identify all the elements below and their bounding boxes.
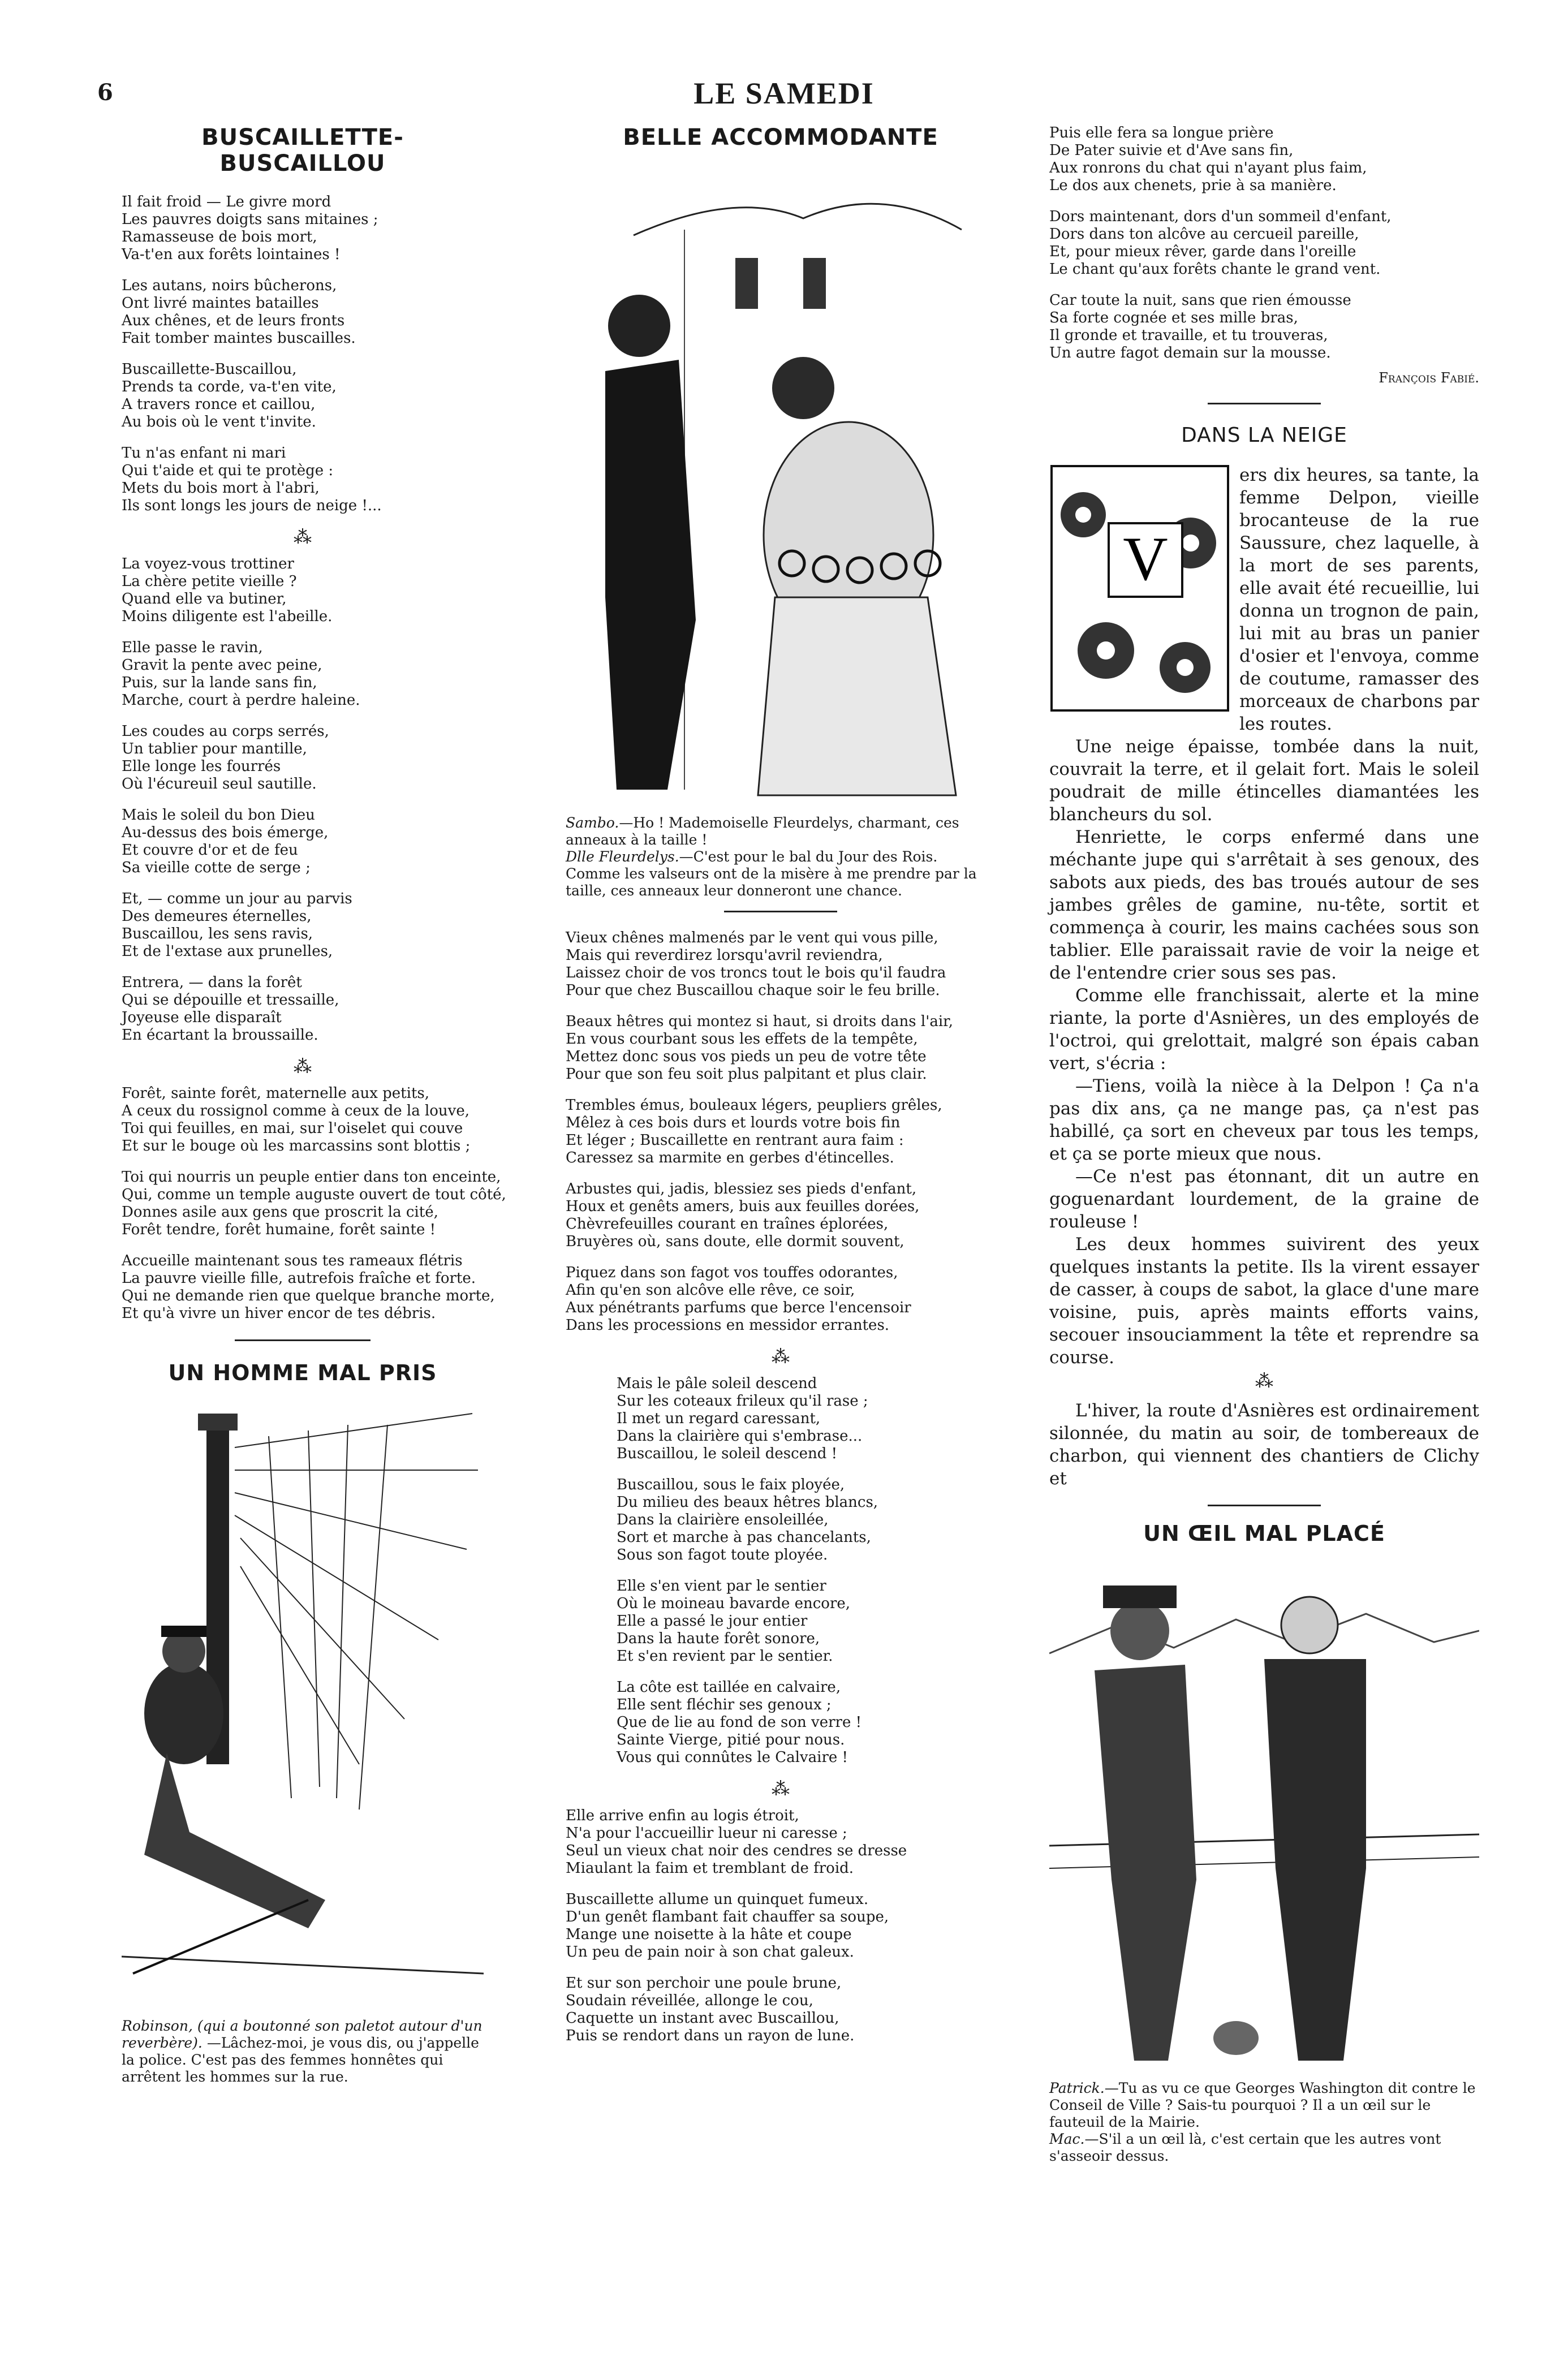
stanza — [122, 277, 484, 347]
page-header — [0, 76, 1568, 113]
poem-stanzas-b — [122, 555, 484, 1044]
verse-line: Elle arrive enfin au logis étroit, — [566, 1807, 799, 1824]
verse-line: Moins diligente est l'abeille. — [122, 608, 333, 625]
stanza — [122, 639, 484, 709]
stanza — [122, 1169, 506, 1239]
verse-line: A travers ronce et caillou, — [122, 396, 316, 413]
verse-line: La chère petite vieille ? — [122, 573, 297, 590]
verse-line: Pour que son feu soit plus palpitant et plus clair. — [566, 1066, 927, 1083]
column-middle — [566, 124, 996, 2058]
verse-line: Dans la haute forêt sonore, — [617, 1630, 820, 1647]
verse-line: Houx et genêts amers, buis aux feuilles dorées, — [566, 1198, 920, 1215]
stanza — [122, 890, 484, 960]
verse-line: Buscaillette allume un quinquet fumeux. — [566, 1891, 869, 1908]
verse-line: Arbustes qui, jadis, blessiez ses pieds d'enfant, — [566, 1180, 917, 1197]
stanza — [566, 1975, 996, 2045]
story-paragraph: —Tiens, voilà la nièce à la Delpon ! Ça n'a pas dix ans, ça ne mange pas, ça n'est pas habillé, ça sort en cheveux par tous les temps, et ça se porte mieux que nous. — [1049, 1076, 1479, 1164]
caption-text: —Tu as vu ce que Georges Washington dit contre le Conseil de Ville ? Sais-tu pourquoi ? Il a un œil sur le fauteuil de la Mairie. — [1049, 2080, 1476, 2130]
asterism: ⁂ — [1255, 1370, 1273, 1391]
divider — [1208, 403, 1321, 404]
poem-stanzas-end — [1049, 124, 1479, 362]
verse-line: Ramasseuse de bois mort, — [122, 229, 317, 245]
verse-line: Qui, comme un temple auguste ouvert de tout côté, — [122, 1186, 506, 1203]
verse-line: Où l'écureuil seul sautille. — [122, 775, 317, 792]
verse-line: Puis se rendort dans un rayon de lune. — [566, 2027, 855, 2044]
verse-line: Les autans, noirs bûcherons, — [122, 277, 337, 294]
verse-line: Laissez choir de vos troncs tout le bois qu'il faudra — [566, 964, 946, 981]
verse-line: Dans la clairière ensoleillée, — [617, 1511, 829, 1528]
verse-line: Qui ne demande rien que quelque branche morte, — [122, 1287, 495, 1304]
dropcap-letter: V — [1123, 524, 1168, 593]
stanza — [617, 1679, 996, 1767]
stanza — [122, 1252, 495, 1322]
verse-line: Aux pénétrants parfums que berce l'encensoir — [566, 1299, 911, 1316]
verse-line: Il met un regard caressant, — [617, 1410, 821, 1427]
verse-line: Fait tomber maintes buscailles. — [122, 330, 356, 347]
poem-stanzas-c — [122, 1085, 506, 1322]
verse-line: Et sur le bouge où les marcassins sont blottis ; — [122, 1138, 471, 1154]
verse-line: Afin qu'en son alcôve elle rêve, ce soir, — [566, 1282, 855, 1299]
verse-line: Le chant qu'aux forêts chante le grand vent. — [1049, 261, 1381, 278]
verse-line: Et couvre d'or et de feu — [122, 842, 298, 859]
verse-line: Forêt, sainte forêt, maternelle aux petits, — [122, 1085, 429, 1102]
verse-line: Mais le soleil du bon Dieu — [122, 807, 315, 824]
verse-line: Dors maintenant, dors d'un sommeil d'enfant, — [1049, 208, 1392, 225]
verse-line: Et s'en revient par le sentier. — [617, 1648, 833, 1665]
verse-line: Elle longe les fourrés — [122, 758, 281, 775]
dropcap-ornament — [1049, 464, 1230, 713]
verse-line: Joyeuse elle disparaît — [122, 1009, 282, 1026]
stanza — [566, 1097, 996, 1167]
verse-line: Au-dessus des bois émerge, — [122, 824, 329, 841]
verse-line: Vieux chênes malmenés par le vent qui vous pille, — [566, 929, 938, 946]
story-paragraph: Henriette, le corps enfermé dans une méchante jupe qui s'arrêtait à ses genoux, des sabots aux pieds, des bas troués autour de ses jambes grêles de gamine, nu-tête, sortit et commença à courir, les mains cachées sous son tablier. Elle paraissait ravie de voir la neige et de l'entendre crier sous ses pas. — [1049, 827, 1479, 983]
verse-line: Un peu de pain noir à son chat galeux. — [566, 1944, 854, 1961]
caption-text: —Ho ! Mademoiselle Fleurdelys, charmant, ces anneaux à la taille ! — [566, 815, 959, 848]
stanza — [122, 555, 484, 626]
verse-line: Donnes asile aux gens que proscrit la cité, — [122, 1204, 438, 1221]
story-title: DANS LA NEIGE — [1181, 424, 1347, 447]
verse-line: Tu n'as enfant ni mari — [122, 445, 286, 462]
verse-line: Dans les processions en messidor errantes. — [566, 1317, 890, 1334]
verse-line: Elle sent fléchir ses genoux ; — [617, 1696, 832, 1713]
verse-line: Marche, court à perdre haleine. — [122, 692, 360, 709]
verse-line: Toi qui nourris un peuple entier dans ton enceinte, — [122, 1169, 501, 1186]
story-paragraph: L'hiver, la route d'Asnières est ordinairement silonnée, du matin au soir, de tombereaux de charbon, qui viennent des chantiers de Clichy et — [1049, 1401, 1479, 1489]
verse-line: Au bois où le vent t'invite. — [122, 413, 316, 430]
verse-line: Et, pour mieux rêver, garde dans l'oreille — [1049, 243, 1356, 260]
caption-text: —C'est pour le bal du Jour des Rois. Comme les valseurs ont de la misère à me prendre par la taille, ces anneaux leur donneront une chance. — [566, 848, 977, 899]
verse-line: Puis elle fera sa longue prière — [1049, 124, 1274, 141]
verse-line: Un tablier pour mantille, — [122, 740, 307, 757]
cartoon-title: BELLE ACCOMMODANTE — [623, 124, 938, 150]
verse-line: Le dos aux chenets, prie à sa manière. — [1049, 177, 1337, 194]
verse-line: Vous qui connûtes le Calvaire ! — [617, 1749, 848, 1766]
divider — [235, 1339, 371, 1341]
verse-line: Elle a passé le jour entier — [617, 1613, 808, 1630]
cartoon-caption — [566, 815, 996, 899]
story-paragraph: Une neige épaisse, tombée dans la nuit, couvrait la terre, et il gelait fort. Mais le soleil poudrait de mille étincelles diamantées les blancheurs du sol. — [1049, 736, 1479, 825]
verse-line: Buscaillou, sous le faix ployée, — [617, 1476, 845, 1493]
stanza — [617, 1476, 996, 1564]
divider — [724, 911, 837, 912]
verse-line: Ils sont longs les jours de neige !... — [122, 497, 382, 514]
verse-line: Caquette un instant avec Buscaillou, — [566, 2010, 839, 2027]
story-paragraph: Les deux hommes suivirent des yeux quelques instants la petite. Ils la virent essayer de casser, à coups de sabot, la glace d'une mare voisine, puis, après maints efforts vains, secouer insouciamment la tête et reprendre sa course. — [1049, 1234, 1479, 1368]
caption-text: —Lâchez-moi, je vous dis, ou j'appelle la police. C'est pas des femmes honnêtes qui arrêtent les hommes sur la rue. — [122, 2035, 479, 2085]
poem-title: BUSCAILLETTE-BUSCAILLOU — [201, 124, 404, 176]
stanza — [122, 445, 484, 515]
verse-line: Seul un vieux chat noir des cendres se dresse — [566, 1842, 907, 1859]
poem-signature: François Fabié. — [1379, 370, 1479, 386]
verse-line: De Pater suivie et d'Ave sans fin, — [1049, 142, 1294, 159]
verse-line: Et léger ; Buscaillette en rentrant aura faim : — [566, 1132, 904, 1149]
poem-stanzas-c — [566, 1807, 996, 2045]
verse-line: Mets du bois mort à l'abri, — [122, 480, 320, 497]
stanza — [566, 929, 996, 999]
verse-line: Mais qui reverdirez lorsqu'avril reviendra, — [566, 947, 883, 964]
asterism: ⁂ — [294, 1055, 312, 1077]
stanza — [566, 1013, 996, 1083]
stanza — [566, 1180, 996, 1251]
caption-speaker: Patrick. — [1049, 2080, 1105, 2096]
verse-line: Toi qui feuilles, en mai, sur l'oiselet qui couve — [122, 1120, 463, 1137]
verse-line: En vous courbant sous les effets de la tempête, — [566, 1031, 918, 1048]
verse-line: Mange une noisette à la hâte et coupe — [566, 1926, 852, 1943]
asterism: ⁂ — [294, 526, 312, 548]
cartoon-illustration — [122, 1402, 484, 2007]
caption-speaker: Mac. — [1049, 2131, 1085, 2147]
divider — [1208, 1505, 1321, 1506]
verse-line: Sort et marche à pas chancelants, — [617, 1529, 871, 1546]
stanza — [122, 1085, 484, 1155]
verse-line: Buscaillou, le soleil descend ! — [617, 1445, 838, 1462]
verse-line: Soudain réveillée, allonge le cou, — [566, 1992, 813, 2009]
verse-line: Et qu'à vivre un hiver encor de tes débris. — [122, 1305, 436, 1322]
verse-line: Ont livré maintes batailles — [122, 295, 319, 312]
verse-line: Sa vieille cotte de serge ; — [122, 859, 311, 876]
stanza — [122, 807, 484, 877]
caption-speaker: Sambo. — [566, 815, 619, 831]
verse-line: Des demeures éternelles, — [122, 908, 312, 925]
column-right — [1049, 124, 1479, 2165]
stanza — [1049, 208, 1479, 278]
cartoon-illustration — [1049, 1563, 1479, 2072]
verse-line: Dans la clairière qui s'embrase... — [617, 1428, 863, 1445]
verse-line: La côte est taillée en calvaire, — [617, 1679, 841, 1696]
verse-line: Et sur son perchoir une poule brune, — [566, 1975, 842, 1992]
page-number: 6 — [97, 79, 113, 106]
verse-line: Caressez sa marmite en gerbes d'étincelles. — [566, 1149, 894, 1166]
verse-line: D'un genêt flambant fait chauffer sa soupe, — [566, 1908, 889, 1925]
verse-line: Sa forte cognée et ses mille bras, — [1049, 309, 1298, 326]
stanza — [566, 1891, 996, 1961]
verse-line: Pour que chez Buscaillou chaque soir le feu brille. — [566, 982, 940, 999]
stanza — [1049, 292, 1479, 362]
cartoon-caption — [1049, 2080, 1479, 2165]
poem-stanzas-b — [566, 1375, 996, 1767]
cartoon-title: UN ŒIL MAL PLACÉ — [1143, 1521, 1385, 1546]
verse-line: Qui t'aide et qui te protège : — [122, 462, 334, 479]
stanza — [122, 974, 484, 1044]
verse-line: En écartant la broussaille. — [122, 1027, 318, 1044]
story-body — [1049, 464, 1479, 1490]
verse-line: Chèvrefeuilles courant en traînes éplorées, — [566, 1216, 889, 1233]
verse-line: Que de lie au fond de son verre ! — [617, 1714, 862, 1731]
stanza — [566, 1264, 996, 1334]
verse-line: Car toute la nuit, sans que rien émousse — [1049, 292, 1351, 309]
verse-line: Buscaillou, les sens ravis, — [122, 925, 313, 942]
verse-line: Trembles émus, bouleaux légers, peupliers grêles, — [566, 1097, 942, 1114]
stanza — [617, 1578, 996, 1665]
verse-line: Va-t'en aux forêts lointaines ! — [122, 246, 341, 263]
verse-line: Forêt tendre, forêt humaine, forêt sainte ! — [122, 1221, 436, 1238]
verse-line: Et de l'extase aux prunelles, — [122, 943, 333, 960]
verse-line: Il fait froid — Le givre mord — [122, 193, 331, 210]
verse-line: Elle s'en vient par le sentier — [617, 1578, 826, 1595]
verse-line: Les pauvres doigts sans mitaines ; — [122, 211, 378, 228]
verse-line: La pauvre vieille fille, autrefois fraîche et forte. — [122, 1270, 476, 1287]
cartoon-illustration — [566, 167, 996, 807]
verse-line: Prends ta corde, va-t'en vite, — [122, 378, 337, 395]
verse-line: Accueille maintenant sous tes rameaux flétris — [122, 1252, 463, 1269]
verse-line: Entrera, — dans la forêt — [122, 974, 302, 991]
verse-line: Mettez donc sous vos pieds un peu de votre tête — [566, 1048, 927, 1065]
verse-line: Miaulant la faim et tremblant de froid. — [566, 1860, 854, 1877]
column-left — [122, 124, 506, 2086]
verse-line: Piquez dans son fagot vos touffes odorantes, — [566, 1264, 898, 1281]
verse-line: Et, — comme un jour au parvis — [122, 890, 352, 907]
verse-line: Elle passe le ravin, — [122, 639, 263, 656]
verse-line: Gravit la pente avec peine, — [122, 657, 322, 674]
stanza — [122, 723, 484, 793]
story-paragraph: Comme elle franchissait, alerte et la mine riante, la porte d'Asnières, un des employés de l'octroi, qui grelottait, malgré son épais caban vert, s'écria : — [1049, 985, 1479, 1074]
journal-title: LE SAMEDI — [693, 76, 875, 110]
verse-line: Où le moineau bavarde encore, — [617, 1595, 851, 1612]
stanza — [1049, 124, 1479, 195]
verse-line: Bruyères où, sans doute, elle dormit souvent, — [566, 1233, 904, 1250]
poem-stanzas-a — [566, 929, 996, 1334]
verse-line: Qui se dépouille et tressaille, — [122, 992, 339, 1009]
verse-line: Aux chênes, et de leurs fronts — [122, 312, 345, 329]
verse-line: Mais le pâle soleil descend — [617, 1375, 817, 1392]
stanza — [122, 361, 484, 431]
verse-line: A ceux du rossignol comme à ceux de la louve, — [122, 1102, 470, 1119]
verse-line: Sous son fagot toute ployée. — [617, 1546, 828, 1563]
cartoon-title: UN HOMME MAL PRIS — [168, 1360, 437, 1385]
cartoon-caption — [122, 2018, 484, 2086]
caption-text: —S'il a un œil là, c'est certain que les autres vont s'asseoir dessus. — [1049, 2131, 1441, 2164]
verse-line: Sur les coteaux frileux qu'il rase ; — [617, 1393, 868, 1410]
stanza — [122, 193, 484, 264]
verse-line: Beaux hêtres qui montez si haut, si droits dans l'air, — [566, 1013, 954, 1030]
verse-line: La voyez-vous trottiner — [122, 555, 294, 572]
asterism: ⁂ — [772, 1346, 790, 1367]
verse-line: Un autre fagot demain sur la mousse. — [1049, 344, 1331, 361]
verse-line: Buscaillette-Buscaillou, — [122, 361, 297, 378]
verse-line: Mêlez à ces bois durs et lourds votre bois fin — [566, 1114, 901, 1131]
stanza — [566, 1807, 996, 1877]
verse-line: Aux ronrons du chat qui n'ayant plus faim, — [1049, 160, 1367, 176]
verse-line: Il gronde et travaille, et tu trouveras, — [1049, 327, 1328, 344]
verse-line: Quand elle va butiner, — [122, 591, 287, 608]
poem-stanzas-a — [122, 193, 484, 515]
caption-speaker: Dlle Fleurdelys. — [566, 848, 679, 865]
story-paragraph: —Ce n'est pas étonnant, dit un autre en goguenardant lourdement, de la graine de rouleuse ! — [1049, 1166, 1479, 1232]
verse-line: N'a pour l'accueillir lueur ni caresse ; — [566, 1825, 847, 1842]
story-lead: ers dix heures, sa tante, la femme Delpon, vieille brocanteuse de la rue Saussure, chez laquelle, à la mort de ses parents, elle avait été recueillie, lui donna un trognon de pain, lui mit au bras un panier d'osier et l'envoya, comme de coutume, ramasser des morceaux de charbons par les routes. — [1239, 465, 1479, 734]
verse-line: Les coudes au corps serrés, — [122, 723, 329, 740]
verse-line: Sainte Vierge, pitié pour nous. — [617, 1731, 845, 1748]
verse-line: Puis, sur la lande sans fin, — [122, 674, 317, 691]
stanza — [617, 1375, 996, 1463]
caption-speaker: Robinson, (qui a boutonné son paletot autour d'un reverbère). — [122, 2018, 483, 2051]
verse-line: Dors dans ton alcôve au cercueil pareille, — [1049, 226, 1359, 243]
verse-line: Du milieu des beaux hêtres blancs, — [617, 1494, 878, 1511]
asterism: ⁂ — [772, 1778, 790, 1799]
